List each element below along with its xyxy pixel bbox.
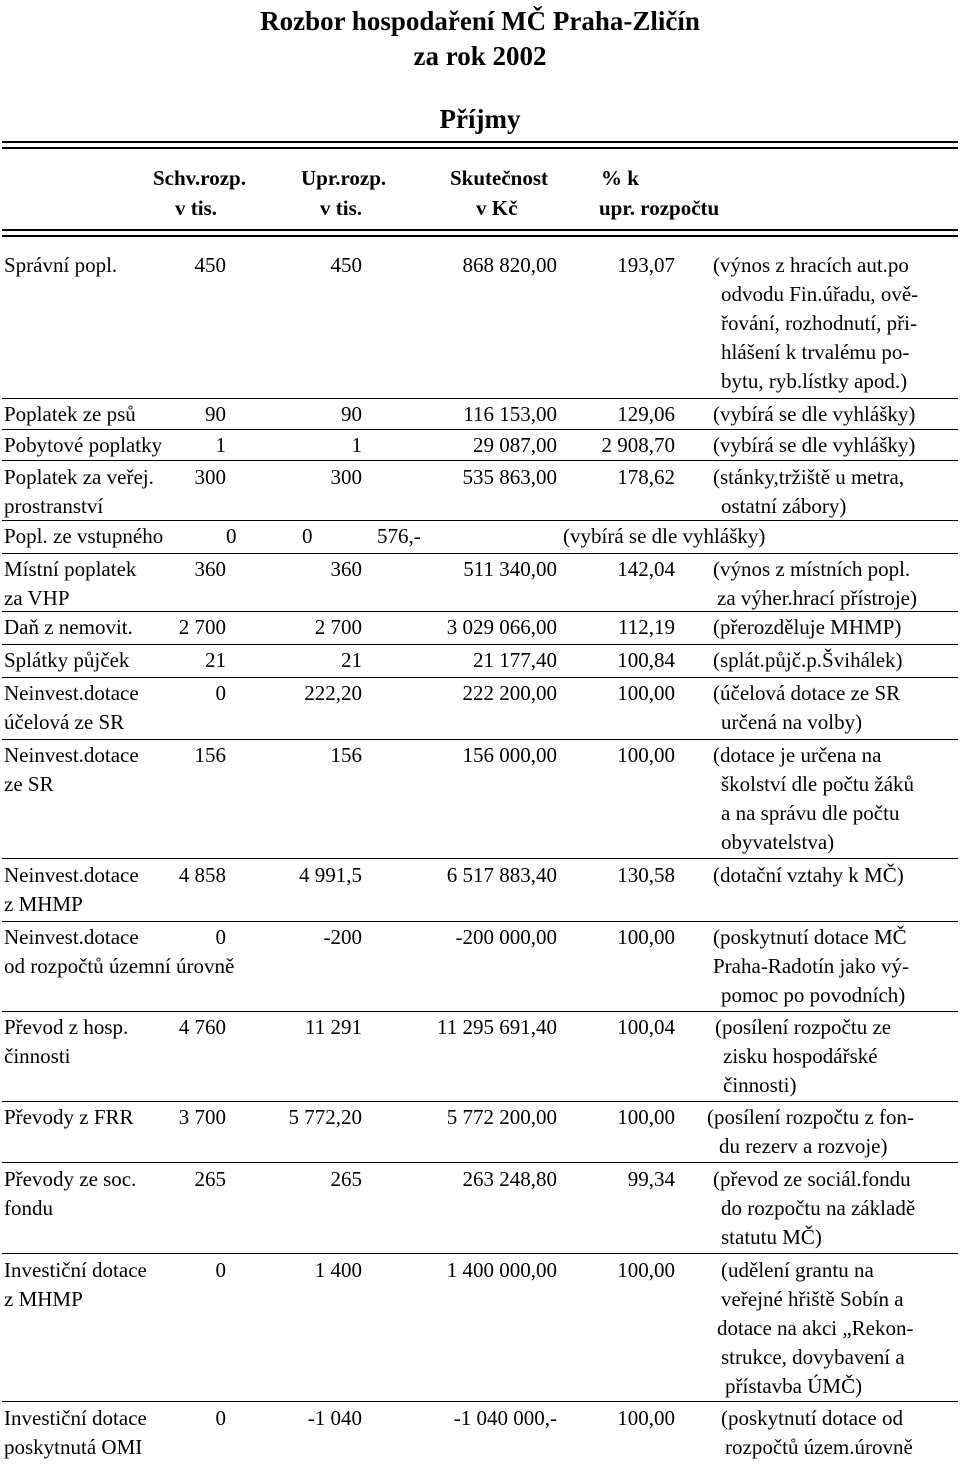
schv-value: 4 858: [178, 863, 226, 887]
skut-value: 6 517 883,40: [446, 863, 557, 887]
row-label: z MHMP: [4, 1287, 83, 1311]
row-note: (poskytnutí dotace MČ: [713, 925, 907, 949]
upr-value: 5 772,20: [288, 1105, 362, 1129]
row-label: Převod z hosp.: [4, 1015, 129, 1039]
upr-value: 11 291: [305, 1015, 362, 1039]
pct-value: 100,00: [617, 1258, 675, 1282]
skut-value: 21 177,40: [473, 648, 557, 672]
row-note: (poskytnutí dotace od: [721, 1406, 903, 1430]
section-heading: Příjmy: [439, 104, 521, 134]
header-skut: Skutečnost: [450, 166, 549, 190]
pct-value: 100,84: [617, 648, 675, 672]
pct-value: 100,00: [617, 681, 675, 705]
row-note: (vybírá se dle vyhlášky): [713, 433, 916, 457]
pct-value: 129,06: [617, 402, 675, 426]
skut-value: 576,-: [377, 524, 421, 548]
pct-value: 112,19: [618, 615, 675, 639]
row-label: Popl. ze vstupného: [4, 524, 164, 548]
upr-value: 4 991,5: [299, 863, 362, 887]
row-note: dotace na akci „Rekon-: [717, 1316, 914, 1340]
header-pct-unit: upr. rozpočtu: [599, 196, 720, 220]
upr-value: 0: [302, 524, 313, 548]
header-upr-unit: v tis.: [320, 196, 362, 220]
row-note: (výnos z hracích aut.po: [713, 253, 909, 277]
row-label: ze SR: [4, 772, 54, 796]
row-divider: [2, 429, 958, 430]
row-note: ostatní zábory): [721, 494, 847, 518]
header-pct: % k: [601, 166, 639, 190]
skut-value: 156 000,00: [462, 743, 557, 767]
row-label: Převody ze soc.: [4, 1167, 137, 1191]
schv-value: 360: [194, 557, 226, 581]
row-label: Investiční dotace: [4, 1406, 147, 1430]
row-divider: [2, 611, 958, 612]
row-note: řování, rozhodnutí, při-: [721, 311, 917, 335]
row-note: (vybírá se dle vyhlášky): [713, 402, 916, 426]
pct-value: 142,04: [617, 557, 675, 581]
row-note: pomoc po povodních): [721, 983, 906, 1007]
row-note: (udělení grantu na: [721, 1258, 874, 1282]
row-note: za výher.hrací přístroje): [717, 586, 917, 610]
row-label: Místní poplatek: [4, 557, 137, 581]
row-label: Splátky půjček: [4, 648, 130, 672]
row-label: Neinvest.dotace: [4, 681, 139, 705]
upr-value: 2 700: [314, 615, 362, 639]
row-label: z MHMP: [4, 892, 83, 916]
row-label: Poplatek za veřej.: [4, 465, 154, 489]
row-note: hlášení k trvalému po-: [721, 340, 910, 364]
schv-value: 1: [215, 433, 226, 457]
row-note: veřejné hřiště Sobín a: [721, 1287, 904, 1311]
upr-value: 90: [341, 402, 362, 426]
row-note: (účelová dotace ze SR: [713, 681, 901, 705]
row-label: Poplatek ze psů: [4, 402, 136, 426]
row-divider: [2, 398, 958, 399]
row-note: (převod ze sociál.fondu: [713, 1167, 911, 1191]
upr-value: 156: [330, 743, 362, 767]
upr-value: 21: [341, 648, 362, 672]
row-note: činnosti): [723, 1073, 797, 1097]
header-upr: Upr.rozp.: [301, 166, 387, 190]
skut-value: 263 248,80: [462, 1167, 557, 1191]
skut-value: 1 400 000,00: [446, 1258, 557, 1282]
row-label: Investiční dotace: [4, 1258, 147, 1282]
row-note: Praha-Radotín jako vý-: [713, 954, 909, 978]
schv-value: 4 760: [178, 1015, 226, 1039]
row-note: zisku hospodářské: [723, 1044, 878, 1068]
upr-value: 360: [330, 557, 362, 581]
row-note: rozpočtů územ.úrovně: [725, 1435, 913, 1459]
row-label: Neinvest.dotace: [4, 863, 139, 887]
header-skut-unit: v Kč: [476, 196, 518, 220]
skut-value: 5 772 200,00: [446, 1105, 557, 1129]
row-divider: [2, 520, 958, 521]
row-divider: [2, 1253, 958, 1254]
schv-value: 90: [205, 402, 226, 426]
row-note: obyvatelstva): [721, 830, 835, 854]
upr-value: -200: [323, 925, 362, 949]
row-divider: [2, 677, 958, 678]
pct-value: 100,00: [617, 925, 675, 949]
header-schv-unit: v tis.: [175, 196, 217, 220]
schv-value: 265: [194, 1167, 226, 1191]
row-note: určená na volby): [721, 710, 863, 734]
row-note: (přerozděluje MHMP): [713, 615, 902, 639]
skut-value: 3 029 066,00: [446, 615, 557, 639]
row-note: (posílení rozpočtu z fon-: [707, 1105, 915, 1129]
row-note: do rozpočtu na základě: [721, 1196, 916, 1220]
row-label: od rozpočtů územní úrovně: [4, 954, 235, 978]
pct-value: 130,58: [617, 863, 675, 887]
upr-value: 222,20: [304, 681, 362, 705]
row-note: du rezerv a rozvoje): [719, 1134, 888, 1158]
pct-value: 100,00: [617, 1105, 675, 1129]
row-note: (posílení rozpočtu ze: [715, 1015, 892, 1039]
skut-value: 511 340,00: [463, 557, 557, 581]
skut-value: 29 087,00: [473, 433, 557, 457]
row-label: Správní popl.: [4, 253, 118, 277]
row-divider: [2, 739, 958, 740]
row-divider: [2, 858, 958, 859]
row-divider: [2, 1101, 958, 1102]
schv-value: 2 700: [178, 615, 226, 639]
schv-value: 3 700: [178, 1105, 226, 1129]
skut-value: 222 200,00: [462, 681, 557, 705]
row-label: Neinvest.dotace: [4, 925, 139, 949]
upr-value: -1 040: [307, 1406, 362, 1430]
schv-value: 0: [226, 524, 237, 548]
row-label: Neinvest.dotace: [4, 743, 139, 767]
skut-value: -1 040 000,-: [453, 1406, 557, 1430]
row-note: přístavba ÚMČ): [725, 1374, 863, 1398]
row-note: školství dle počtu žáků: [721, 772, 915, 796]
row-label: účelová ze SR: [4, 710, 125, 734]
row-divider: [2, 1162, 958, 1163]
double-rule-bottom: [2, 229, 958, 237]
pct-value: 178,62: [617, 465, 675, 489]
row-label: Daň z nemovit.: [4, 615, 133, 639]
skut-value: 868 820,00: [462, 253, 557, 277]
row-note: bytu, ryb.lístky apod.): [721, 369, 908, 393]
schv-value: 21: [205, 648, 226, 672]
row-label: za VHP: [4, 586, 70, 610]
row-note: odvodu Fin.úřadu, ově-: [721, 282, 919, 306]
row-note: (dotační vztahy k MČ): [713, 863, 904, 887]
row-label: poskytnutá OMI: [4, 1435, 143, 1459]
document-title: Rozbor hospodaření MČ Praha-Zličín: [260, 6, 700, 36]
row-divider: [2, 553, 958, 554]
row-divider: [2, 1401, 958, 1402]
header-schv: Schv.rozp.: [153, 166, 246, 190]
upr-value: 300: [330, 465, 362, 489]
schv-value: 0: [215, 681, 226, 705]
row-label: činnosti: [4, 1044, 71, 1068]
upr-value: 265: [330, 1167, 362, 1191]
row-label: Převody z FRR: [4, 1105, 134, 1129]
pct-value: 100,00: [617, 1406, 675, 1430]
skut-value: 11 295 691,40: [437, 1015, 557, 1039]
double-rule-top: [2, 141, 958, 149]
pct-value: 100,04: [617, 1015, 675, 1039]
pct-value: 100,00: [617, 743, 675, 767]
skut-value: -200 000,00: [455, 925, 557, 949]
row-note: (vybírá se dle vyhlášky): [563, 524, 766, 548]
upr-value: 1: [351, 433, 362, 457]
row-note: strukce, dovybavení a: [721, 1345, 905, 1369]
row-label: Pobytové poplatky: [4, 433, 163, 457]
row-note: (stánky,tržiště u metra,: [713, 465, 905, 489]
schv-value: 156: [194, 743, 226, 767]
row-label: fondu: [4, 1196, 53, 1220]
schv-value: 450: [194, 253, 226, 277]
schv-value: 0: [215, 1258, 226, 1282]
pct-value: 2 908,70: [601, 433, 675, 457]
skut-value: 116 153,00: [463, 402, 557, 426]
upr-value: 1 400: [314, 1258, 362, 1282]
row-divider: [2, 644, 958, 645]
skut-value: 535 863,00: [462, 465, 557, 489]
row-label: prostranství: [4, 494, 104, 518]
upr-value: 450: [330, 253, 362, 277]
row-divider: [2, 921, 958, 922]
row-note: (výnos z místních popl.: [713, 557, 911, 581]
row-note: statutu MČ): [721, 1225, 822, 1249]
schv-value: 0: [215, 1406, 226, 1430]
row-note: a na správu dle počtu: [721, 801, 900, 825]
row-divider: [2, 1011, 958, 1012]
row-note: (splát.půjč.p.Švihálek): [713, 648, 903, 672]
pct-value: 193,07: [617, 253, 675, 277]
pct-value: 99,34: [627, 1167, 675, 1191]
schv-value: 300: [194, 465, 226, 489]
row-note: (dotace je určena na: [713, 743, 882, 767]
row-divider: [2, 460, 958, 461]
document-subtitle: za rok 2002: [413, 41, 547, 71]
schv-value: 0: [215, 925, 226, 949]
